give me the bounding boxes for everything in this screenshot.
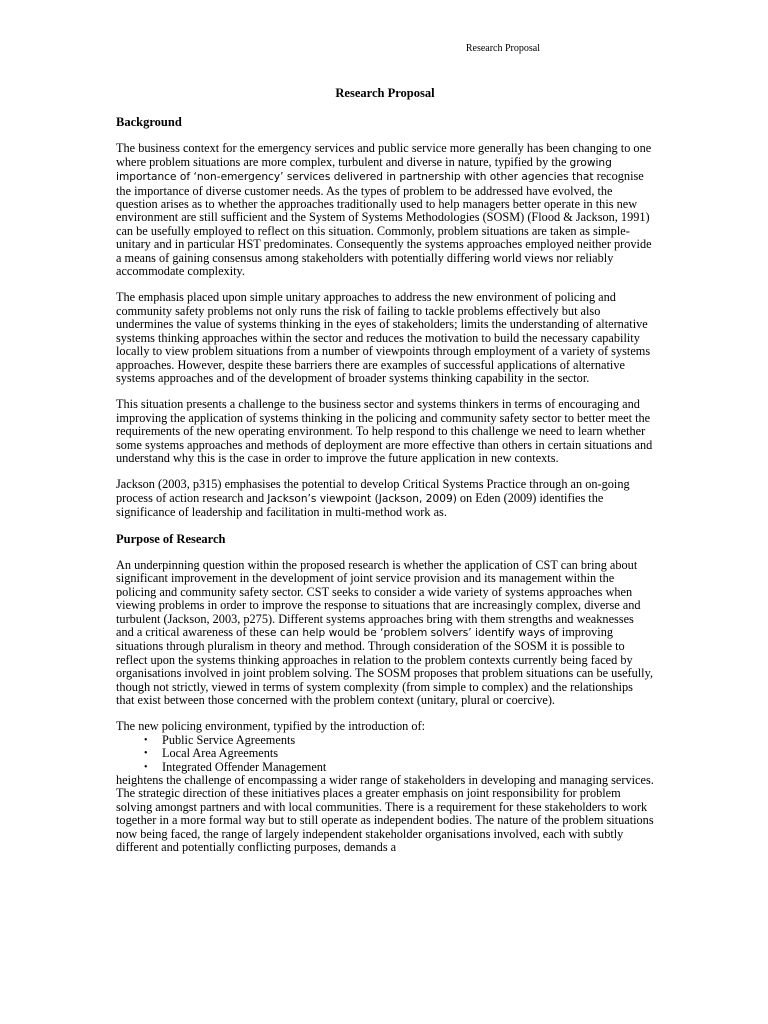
paragraph [116, 142, 654, 278]
running-header: Research Proposal [465, 43, 540, 54]
text-run: An underpinning question within the proposed research is whether the application of CST can bring about significant improvement in the development of joint service provision and its management within the policing and community safety sector. CST seeks to consider a wide variety of systems approaches when viewing problems in order to improve the response to situations that are increasingly complex, diverse and turbulent (Jackson, 2003, p275). Different systems approaches bring with them strengths and weaknesses and a critical awareness of the [116, 557, 641, 639]
text-run-alt-font: growing importance of ‘non-emergency’ services delivered in partnership with other agencies that [116, 156, 612, 184]
document-body [116, 116, 654, 868]
paragraph: heightens the challenge of encompassing a wider range of stakeholders in developing and managing services. The strategic direction of these initiatives places a greater emphasis on joint responsibility for problem solving amongst partners and with local communities. There is a requirement for these stakeholders to work together in a more formal way but to still operate as independent bodies. The nature of the problem situations now being faced, the range of largely independent stakeholder organisations involved, each with subtly different and potentially conflicting purposes, demands a [116, 773, 654, 855]
paragraph: This situation presents a challenge to the business sector and systems thinkers in terms of encouraging and improving the application of systems thinking in the policing and community safety sector to better meet the requirements of the new operating environment. To help respond to this challenge we need to learn whether some systems approaches and methods of deployment are more effective than others in certain situations and understand why this is the case in order to improve the future application in new contexts. [116, 397, 653, 465]
text-run: Jackson (2003, p315) emphasises the potential to develop Critical Systems Practice through an on-going process of action research and [116, 477, 630, 505]
text-run: The business context for the emergency services and public service more generally has been changing to one where problem situations are more complex, turbulent and diverse in nature, typified by the [116, 141, 652, 169]
bullet-list [116, 734, 654, 774]
section-heading-purpose: Purpose of Research [116, 531, 226, 546]
list-item: • Local Area Agreements [144, 747, 654, 760]
text-run: recognise the importance of diverse customer needs. As the types of problem to be addressed have evolved, the question arises as to whether the approaches traditionally used to help managers better operate in this new environment are still sufficient and the System of Systems Methodologies (SOSM) (Flood & Jackson, 1991) can be usefully employed to reflect on this situation. Commonly, problem situations are taken as simple-unitary and in particular HST predominates. Consequently the systems approaches employed neither provide a means of gaining consensus among stakeholders with potentially differing world views nor reliably accommodate complexity. [116, 169, 652, 279]
list-item: • Public Service Agreements [144, 734, 654, 747]
text-run-alt-font: Jackson’s viewpoint (Jackson, 2009) [267, 492, 457, 505]
paragraph [116, 559, 654, 707]
paragraph: The new policing environment, typified by the introduction of: [116, 719, 426, 734]
section-heading-background: Background [116, 115, 182, 129]
paragraph [116, 478, 654, 519]
paragraph: The emphasis placed upon simple unitary approaches to address the new environment of policing and community safety problems not only runs the risk of failing to tackle problems effectively but also undermines the value of systems thinking in the eyes of stakeholders; limits the understanding of alternative systems thinking approaches within the sector and reduces the motivation to build the necessary capability locally to view problem situations from a number of viewpoints through employment of a variety of systems approaches. However, despite these barriers there are examples of successful applications of alternative systems approaches and of the development of broader systems thinking capability in the sector. [116, 290, 651, 385]
text-run: on Eden (2009) identifies the significance of leadership and facilitation in multi-method work as. [116, 490, 604, 520]
list-item: • Integrated Offender Management [144, 761, 654, 774]
text-run-alt-font: se can help would be ‘problem solvers’ identify ways of [264, 627, 559, 639]
document-title: Research Proposal [335, 86, 435, 100]
text-run: improving situations through pluralism in theory and method. Through consideration of the SOSM it is possible to reflect upon the systems thinking approaches in relation to the problem contexts currently being faced by organisations involved in joint problem solving. The SOSM proposes that problem situations can be usefully, though not strictly, viewed in terms of system complexity (from simple to complex) and the relationships that exist between those concerned with the problem context (unitary, plural or coercive). [116, 625, 654, 708]
